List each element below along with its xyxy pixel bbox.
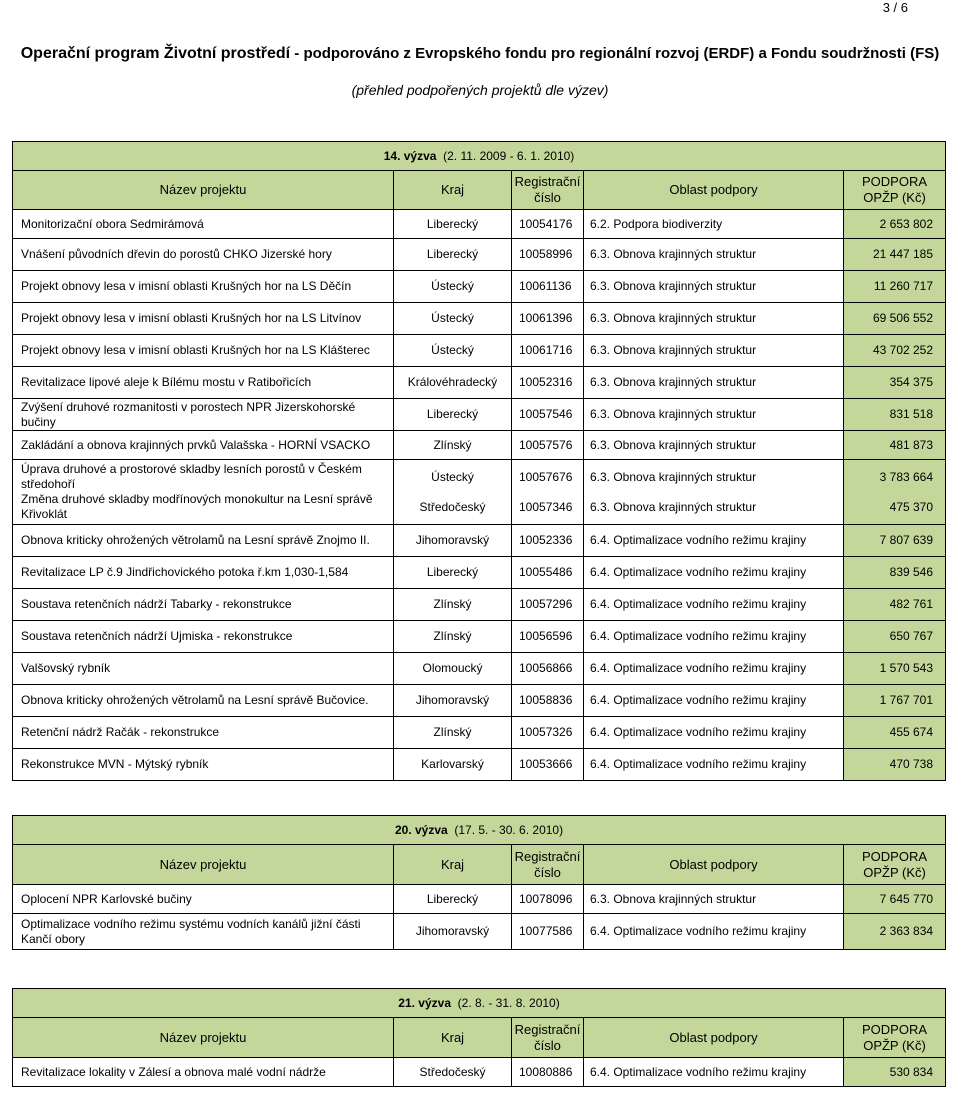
col-header-obl: Oblast podpory [584,171,844,210]
cell-kraj: Jihomoravský [394,525,512,557]
page-title-rest: - podporováno z Evropského fondu pro regionální rozvoj (ERDF) a Fondu soudržnosti (FS) [290,45,940,62]
cell-reg: 10058996 [512,239,584,271]
col-header-reg: Registrační číslo [512,1018,584,1058]
cell-reg: 10057576 [512,431,584,460]
cell-name: Retenční nádrž Račák - rekonstrukce [13,717,394,749]
table-row [13,525,946,557]
cell-obl: 6.3. Obnova krajinných struktur [584,239,844,271]
cell-reg: 10057676 [519,469,573,484]
header-row [13,171,946,210]
cell-obl: 6.4. Optimalizace vodního režimu krajiny [584,589,844,621]
table-row [13,621,946,653]
cell-reg: 10058836 [512,685,584,717]
cell-name: Monitorizační obora Sedmirámová [13,210,394,239]
col-header-sum: PODPORA OPŽP (Kč) [844,1018,946,1058]
cell-obl: 6.3. Obnova krajinných struktur [590,499,757,514]
cell-kraj-pair [394,460,512,525]
cell-kraj: Zlínský [394,431,512,460]
table-row [13,589,946,621]
cell-kraj: Ústecký [394,303,512,335]
cell-kraj: Jihomoravský [394,685,512,717]
cell-sum: 69 506 552 [844,303,946,335]
cell-reg: 10061136 [512,271,584,303]
col-header-sum: PODPORA OPŽP (Kč) [844,845,946,885]
cell-kraj: Ústecký [394,335,512,367]
col-header-kraj: Kraj [394,171,512,210]
col-header-obl: Oblast podpory [584,845,844,885]
cell-sum: 481 873 [844,431,946,460]
call-title [13,989,946,1018]
cell-sum: 455 674 [844,717,946,749]
cell-name: Obnova kriticky ohrožených větrolamů na Lesní správě Znojmo II. [13,525,394,557]
cell-obl: 6.3. Obnova krajinných struktur [590,469,757,484]
cell-kraj: Liberecký [394,557,512,589]
cell-reg: 10061396 [512,303,584,335]
cell-reg-pair [512,460,584,525]
cell-reg: 10078096 [512,885,584,914]
cell-name: Rekonstrukce MVN - Mýtský rybník [13,749,394,781]
cell-name: Úprava druhové a prostorové skladby lesních porostů v Českém středohoří [21,462,362,491]
cell-sum: 650 767 [844,621,946,653]
cell-name: Optimalizace vodního režimu systému vodních kanálů jižní části Kančí obory [13,914,394,950]
cell-sum-pair [844,460,946,525]
call-period: (2. 8. - 31. 8. 2010) [457,996,560,1010]
col-header-kraj: Kraj [394,845,512,885]
page-number: 3 / 6 [882,0,908,15]
cell-name-pair [13,460,394,525]
page-title-main: Operační program Životní prostředí [20,45,291,62]
cell-name: Zakládání a obnova krajinných prvků Valašska - HORNÍ VSACKO [13,431,394,460]
cell-reg: 10057346 [519,499,573,514]
cell-sum: 530 834 [844,1058,946,1087]
call-label: 21. výzva [398,996,451,1010]
col-header-name: Název projektu [13,171,394,210]
cell-name: Revitalizace lipové aleje k Bílému mostu v Ratibořicích [13,367,394,399]
col-header-name: Název projektu [13,845,394,885]
cell-sum: 7 645 770 [844,885,946,914]
table-row [13,399,946,431]
cell-obl: 6.3. Obnova krajinných struktur [584,303,844,335]
page-subtitle: (přehled podpořených projektů dle výzev) [351,82,609,98]
table-row [13,557,946,589]
cell-kraj: Liberecký [394,885,512,914]
table-row-pair [13,460,946,525]
table-row [13,431,946,460]
header-row [13,845,946,885]
table-row [13,1058,946,1087]
cell-obl: 6.3. Obnova krajinných struktur [584,367,844,399]
call-table-14 [12,141,946,781]
call-title-row [13,816,946,845]
cell-sum: 482 761 [844,589,946,621]
cell-sum: 1 570 543 [844,653,946,685]
call-period: (2. 11. 2009 - 6. 1. 2010) [443,149,575,163]
cell-obl: 6.4. Optimalizace vodního režimu krajiny [584,749,844,781]
cell-sum: 2 653 802 [844,210,946,239]
call-label: 14. výzva [383,149,437,163]
cell-reg: 10057546 [512,399,584,431]
col-header-reg: Registrační číslo [512,845,584,885]
cell-obl-pair [584,460,844,525]
cell-obl: 6.3. Obnova krajinných struktur [584,399,844,431]
cell-obl: 6.3. Obnova krajinných struktur [584,335,844,367]
table-row [13,685,946,717]
cell-reg: 10056866 [512,653,584,685]
table-row [13,749,946,781]
cell-kraj: Karlovarský [394,749,512,781]
call-label: 20. výzva [394,823,448,837]
cell-kraj: Jihomoravský [394,914,512,950]
cell-name: Projekt obnovy lesa v imisní oblasti Krušných hor na LS Klášterec [13,335,394,367]
table-row [13,239,946,271]
cell-name: Zvýšení druhové rozmanitosti v porostech NPR Jizerskohorské bučiny [13,399,394,431]
cell-sum: 2 363 834 [844,914,946,950]
table-row [13,335,946,367]
cell-kraj: Královéhradecký [394,367,512,399]
call-title [13,816,946,845]
cell-sum: 1 767 701 [844,685,946,717]
call-table-20 [12,815,946,950]
cell-obl: 6.4. Optimalizace vodního režimu krajiny [584,653,844,685]
cell-name: Oplocení NPR Karlovské bučiny [13,885,394,914]
cell-reg: 10054176 [512,210,584,239]
page-title [0,45,960,63]
cell-sum: 7 807 639 [844,525,946,557]
cell-sum: 21 447 185 [844,239,946,271]
cell-reg: 10053666 [512,749,584,781]
cell-name: Obnova kriticky ohrožených větrolamů na Lesní správě Bučovice. [13,685,394,717]
col-header-name: Název projektu [13,1018,394,1058]
cell-reg: 10057326 [512,717,584,749]
call-title-row [13,142,946,171]
cell-name: Projekt obnovy lesa v imisní oblasti Krušných hor na LS Děčín [13,271,394,303]
header-row [13,1018,946,1058]
cell-reg: 10061716 [512,335,584,367]
call-table-21 [12,988,946,1087]
cell-kraj: Zlínský [394,589,512,621]
cell-kraj: Středočeský [394,1058,512,1087]
cell-obl: 6.4. Optimalizace vodního režimu krajiny [584,525,844,557]
cell-reg: 10055486 [512,557,584,589]
table-row [13,717,946,749]
col-header-sum: PODPORA OPŽP (Kč) [844,171,946,210]
table-row [13,210,946,239]
cell-kraj: Liberecký [394,210,512,239]
cell-sum: 475 370 [889,499,934,514]
call-title [13,142,946,171]
cell-reg: 10080886 [512,1058,584,1087]
cell-kraj: Zlínský [394,717,512,749]
cell-kraj: Zlínský [394,621,512,653]
cell-name: Změna druhové skladby modřínových monokultur na Lesní správě Křivoklát [21,492,373,521]
cell-kraj: Středočeský [419,499,486,514]
cell-obl: 6.4. Optimalizace vodního režimu krajiny [584,621,844,653]
cell-reg: 10056596 [512,621,584,653]
cell-name: Revitalizace LP č.9 Jindřichovického potoka ř.km 1,030-1,584 [13,557,394,589]
cell-obl: 6.4. Optimalizace vodního režimu krajiny [584,1058,844,1087]
cell-kraj: Ústecký [431,469,474,484]
table-row [13,303,946,335]
cell-sum: 43 702 252 [844,335,946,367]
cell-sum: 839 546 [844,557,946,589]
call-title-row [13,989,946,1018]
cell-obl: 6.4. Optimalizace vodního režimu krajiny [584,685,844,717]
cell-reg: 10077586 [512,914,584,950]
table-row [13,914,946,950]
cell-obl: 6.2. Podpora biodiverzity [584,210,844,239]
cell-reg: 10057296 [512,589,584,621]
cell-obl: 6.3. Obnova krajinných struktur [584,885,844,914]
col-header-kraj: Kraj [394,1018,512,1058]
cell-sum: 354 375 [844,367,946,399]
cell-kraj: Liberecký [394,399,512,431]
cell-kraj: Liberecký [394,239,512,271]
cell-name: Vnášení původních dřevin do porostů CHKO Jizerské hory [13,239,394,271]
table-row [13,367,946,399]
cell-sum: 3 783 664 [879,469,934,484]
table-row [13,885,946,914]
col-header-obl: Oblast podpory [584,1018,844,1058]
call-period: (17. 5. - 30. 6. 2010) [454,823,564,837]
cell-name: Projekt obnovy lesa v imisní oblasti Krušných hor na LS Litvínov [13,303,394,335]
table-row [13,653,946,685]
col-header-reg: Registrační číslo [512,171,584,210]
cell-reg: 10052316 [512,367,584,399]
cell-obl: 6.4. Optimalizace vodního režimu krajiny [584,914,844,950]
cell-name: Soustava retenčních nádrží Ujmiska - rekonstrukce [13,621,394,653]
cell-kraj: Ústecký [394,271,512,303]
cell-name: Revitalizace lokality v Zálesí a obnova malé vodní nádrže [13,1058,394,1087]
table-row [13,271,946,303]
cell-sum: 11 260 717 [844,271,946,303]
cell-sum: 470 738 [844,749,946,781]
cell-name: Soustava retenčních nádrží Tabarky - rekonstrukce [13,589,394,621]
cell-sum: 831 518 [844,399,946,431]
cell-name: Valšovský rybník [13,653,394,685]
cell-reg: 10052336 [512,525,584,557]
cell-obl: 6.3. Obnova krajinných struktur [584,431,844,460]
cell-obl: 6.3. Obnova krajinných struktur [584,271,844,303]
cell-kraj: Olomoucký [394,653,512,685]
cell-obl: 6.4. Optimalizace vodního režimu krajiny [584,717,844,749]
cell-obl: 6.4. Optimalizace vodního režimu krajiny [584,557,844,589]
